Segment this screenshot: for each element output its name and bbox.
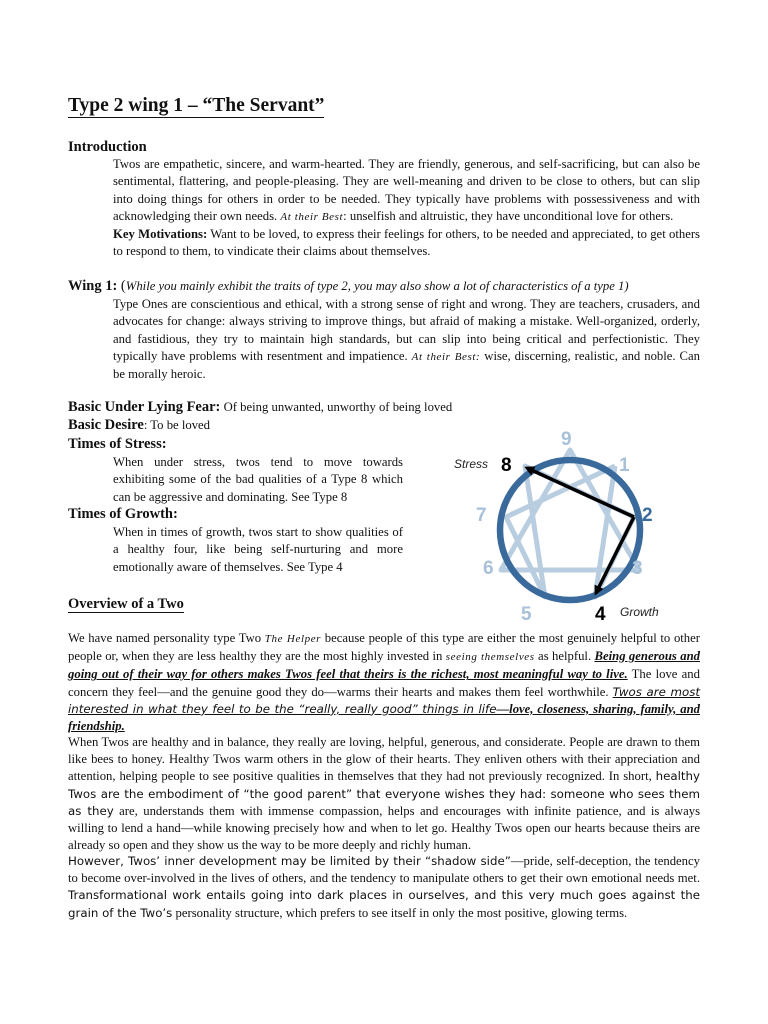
motivations-label: Key Motivations: [113,227,208,242]
overview-paragraph-1: We have named personality type Two The Helper because people of this type are either the most genuinely helpful to other people or, when they are less healthy they are the most highly invested in seeing themselves as helpful. Being generous and going out of their way for others makes Twos feel that theirs is the richest, most meaningful way to live. The love and concern they feel—and the genuine good they do—warms their hearts and makes them feel worthwhile. Twos are most interested in what they feel to be the “really, really good” things in life—love, closeness, sharing, family, and friendship. [68,631,701,734]
enneagram-number-6: 6 [483,558,494,579]
page-title: Type 2 wing 1 – “The Servant” [68,95,325,116]
overview-heading: Overview of a Two [68,596,184,612]
wing-note: While you mainly exhibit the traits of type 2, you may also show a lot of characteristics of a type 1) [125,279,629,293]
emphasis-text: Being generous and going out of their way for others makes Twos feel that theirs is the richest, most meaningful way to live. [68,649,700,682]
stress-heading: Times of Stress: [68,436,167,452]
enneagram-number-7: 7 [476,505,487,526]
enneagram-number-3: 3 [632,558,643,579]
stress-paragraph: When under stress, twos tend to move towards exhibiting some of the bad qualities of a Type 8 which can be aggressive and dominating. See Type 8 [113,455,403,504]
enneagram-number-1: 1 [619,455,630,476]
enneagram-number-8: 8 [501,455,512,476]
enneagram-ring [500,460,640,600]
wing-label: Wing 1: [68,278,118,294]
intro-paragraph [113,156,700,261]
wing-heading: Wing 1: (While you mainly exhibit the traits of type 2, you may also show a lot of characteristics of a type 1) [68,278,629,294]
intro-best-label: At their Best [280,210,344,223]
growth-paragraph: When in times of growth, twos start to show qualities of a healthy four, like being self-nurturing and more emotionally aware of themselves. See Type 4 [113,525,403,574]
basic-desire: Basic Desire: To be loved [68,417,211,433]
wing-best-text: wise, discerning, realistic, and noble. Can be morally heroic. [113,348,700,382]
enneagram-number-9: 9 [561,429,572,450]
growth-heading: Times of Growth: [68,506,178,522]
motivations-text: Want to be loved, to express their feelings for others, to be needed and appreciated, to get others to respond to them, to vindicate their claims about themselves. [113,227,700,259]
enneagram-number-2: 2 [642,505,653,526]
growth-label: Growth [620,605,659,619]
enneagram-number-4: 4 [595,604,606,625]
overview-paragraph-2: When Twos are healthy and in balance, they really are loving, helpful, generous, and considerate. People are drawn to them like bees to honey. Healthy Twos warm others in the glow of their hearts. They enliven others with their appreciation and attention, helping people to see positive qualities in themselves that they had not previously recognized. In short, healthy Twos are the embodiment of “the good parent” that everyone wishes they had: someone who sees them as they are, understands them with immense compassion, helps and encourages with infinite patience, and is always willing to lend a hand—while knowing precisely how and when to let go. Healthy Twos open our hearts because theirs are already so open and they show us the way to be more deeply and richly human. [68,735,701,853]
enneagram-diagram [440,420,680,625]
enneagram-number-5: 5 [521,604,532,625]
overview-paragraph-3: However, Twos’ inner development may be limited by their “shadow side”—pride, self-deception, the tendency to become over-involved in the lives of others, and the tendency to manipulate others to get their own emotional needs met. Transformational work entails going into dark places in ourselves, and this very much goes against the grain of the Two’s personality structure, which prefers to see itself in only the most positive, glowing terms. [68,854,700,920]
wing-best-label: At their Best: [411,350,481,363]
intro-heading: Introduction [68,139,147,155]
wing-text: Type Ones are conscientious and ethical, with a strong sense of right and wrong. They are teachers, crusaders, and advocates for change: always striving to improve things, but afraid of making a mistake. Well-organized, orderly, and fastidious, they try to maintain high standards, but can slip into being critical and perfectionistic. They typically have problems with resentment and impatience. [113,297,700,363]
basic-fear: Basic Under Lying Fear: Of being unwanted, unworthy of being loved [68,399,453,415]
intro-text: Twos are empathetic, sincere, and warm-hearted. They are friendly, generous, and self-sacrificing, but can also be sentimental, flattering, and people-pleasing. They are well-meaning and driven to be close to others, but can slip into doing things for others in order to be needed. They typically have problems with possessiveness and with acknowledging their own needs. [113,157,700,223]
stress-label: Stress [454,457,489,471]
the-helper-text: The Helper [264,633,322,645]
intro-best-text: : unselfish and altruistic, they have unconditional love for others. [343,208,674,223]
wing-paragraph [113,296,700,383]
